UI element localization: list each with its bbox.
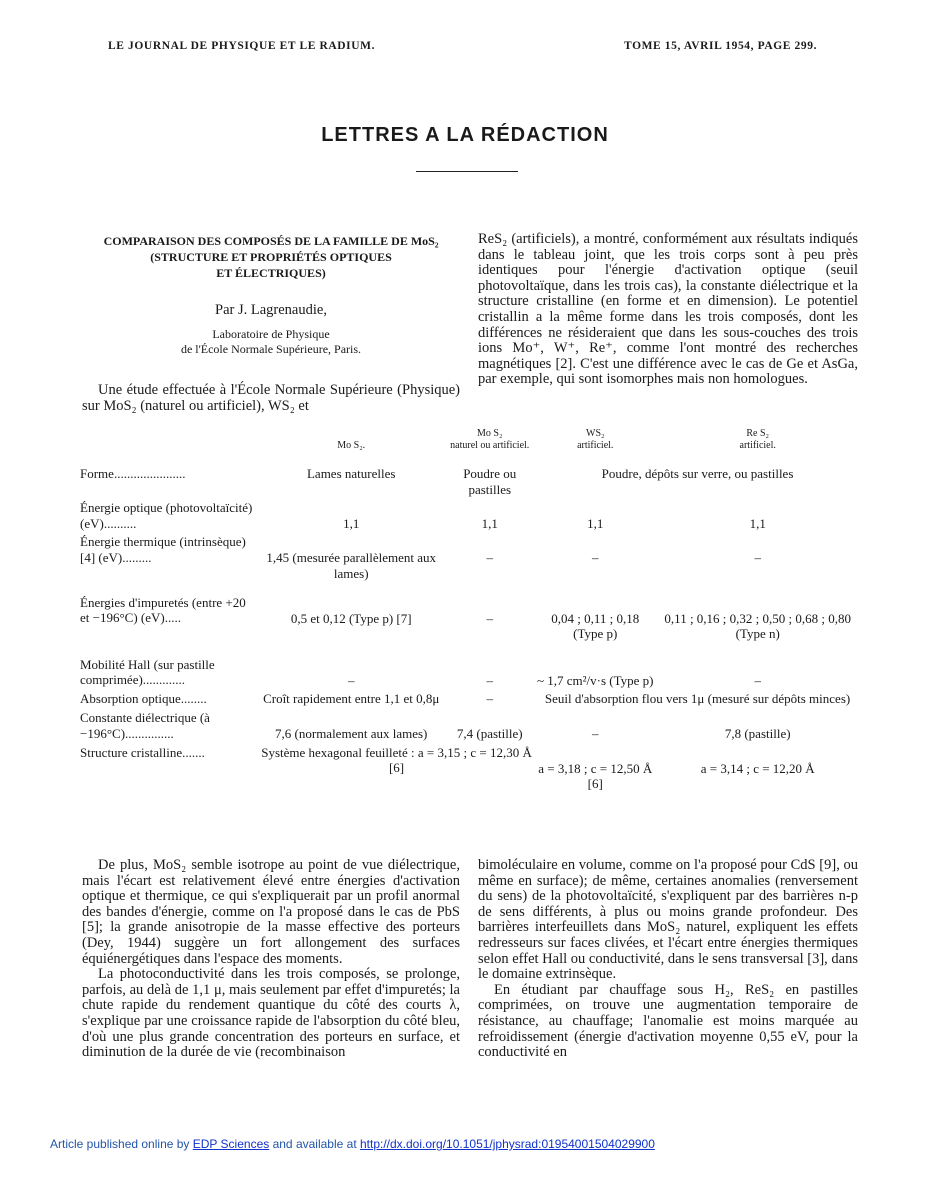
- intro-left: [82, 383, 460, 414]
- table-header: Re S₂ artificiel.: [739, 428, 776, 451]
- paragraph: De plus, MoS₂ semble isotrope au point de vue diélectrique, mais l'écart est relativement élevé entre énergies d'activation optique et thermique, ce qui s'expliquerait par un profil anormal des bandes d'énergie, comme on l'a proposé dans le cas de PbS [5]; la grande anisotropie de la masse effective des porteurs (Dey, 1944) suggère un fort allongement des surfaces équiénergétiques dans l'espace des moments.: [82, 857, 460, 967]
- cell: 0,11 ; 0,16 ; 0,32 ; 0,50 ; 0,68 ; 0,80 (Type n): [664, 610, 851, 642]
- publisher-link[interactable]: EDP Sciences: [192, 1137, 270, 1151]
- cell: 0,04 ; 0,11 ; 0,18 (Type p): [551, 610, 640, 642]
- article-title-line: (STRUCTURE ET PROPRIÉTÉS OPTIQUES: [150, 250, 392, 264]
- cell: Poudre, dépôts sur verre, ou pastilles: [601, 466, 794, 481]
- issue-info: TOME 15, AVRIL 1954, PAGE 299.: [624, 40, 818, 52]
- table-row: [80, 745, 860, 795]
- article-title-line: COMPARAISON DES COMPOSÉS DE LA FAMILLE DE MoS₂: [103, 234, 439, 248]
- table-header: WS₂ artificiel.: [577, 428, 614, 451]
- table-row: [80, 710, 860, 745]
- article-title-line: ET ÉLECTRIQUES): [216, 266, 326, 280]
- cell: Seuil d'absorption flou vers 1μ (mesuré sur dépôts minces): [544, 691, 851, 707]
- cell: 1,1: [481, 515, 498, 531]
- row-label: Énergie optique (photovoltaïcité) (eV)..........: [80, 500, 253, 531]
- table-header: Mo S₂.: [337, 440, 366, 451]
- table-row: [80, 585, 860, 645]
- cell: –: [754, 550, 761, 566]
- cell: 1,45 (mesurée parallèlement aux lames): [266, 550, 437, 581]
- doi-link[interactable]: http://dx.doi.org/10.1051/jphysrad:01954001504029900: [359, 1137, 655, 1151]
- cell: –: [486, 550, 493, 566]
- article-title: [82, 233, 460, 281]
- cell: 0,5 et 0,12 (Type p) [7]: [290, 610, 412, 626]
- cell: –: [754, 672, 761, 688]
- cell: –: [486, 610, 493, 626]
- table-header: Mo S₂ naturel ou artificiel.: [450, 428, 530, 451]
- table-row: [80, 691, 860, 710]
- cell: 7,8 (pastille): [724, 725, 791, 741]
- footer-text: Article published online by: [50, 1137, 193, 1151]
- table-header: [80, 428, 258, 466]
- cell: –: [592, 550, 599, 566]
- cell: Lames naturelles: [306, 466, 396, 481]
- cell: –: [486, 672, 493, 688]
- cell: a = 3,18 ; c = 12,50 Å [6]: [538, 760, 653, 792]
- paragraph: La photoconductivité dans les trois composés, se prolonge, parfois, au delà de 1,1 μ, mais seulement par effet d'impuretés; la chute rapide du rendement quantique du côté des courts λ, s'explique par une croissance rapide de l'absorption du côté bleu, d'où une plus grande concentration des porteurs en surface, et diminution de la durée de vie (recombinaison: [82, 966, 460, 1061]
- cell: –: [486, 691, 493, 707]
- cell: 1,1: [343, 515, 360, 531]
- row-label: Énergies d'impuretés (entre +20 et −196°C) (eV).....: [80, 594, 246, 626]
- cell: a = 3,14 ; c = 12,20 Å: [700, 760, 815, 776]
- cell: Croît rapidement entre 1,1 et 0,8μ: [263, 691, 440, 707]
- table-row: [80, 466, 860, 500]
- paragraph: bimoléculaire en volume, comme on l'a proposé pour CdS [9], ou même en surface); de même, certaines anomalies (renversement du sens) de la photovoltaïcité, s'expliquent par des barrières n-p de sens différents, à plus ou moins grande profondeur. Des barrières interfeuillets dans MoS₂ naturel, expliquent les effets redresseurs sur faces clivées, et l'écart entre énergies thermiques selon effet Hall ou conductivité, dans le sens transversal [3], dans le domaine extrinsèque.: [478, 857, 858, 983]
- cell: 1,1: [587, 515, 604, 531]
- table-header-row: [80, 428, 860, 466]
- properties-table: [80, 428, 860, 795]
- paragraph: En étudiant par chauffage sous H₂, ReS₂ en pastilles comprimées, on trouve une augmentation temporaire de résistance, au chauffage; l'anomalie est moins marquée au refroidissement (énergie d'activation moyenne 0,55 eV, pour la conductivité en: [478, 981, 858, 1061]
- row-label: Forme......................: [80, 466, 186, 481]
- affiliation: [82, 327, 460, 357]
- table-row: [80, 534, 860, 584]
- paragraph: Une étude effectuée à l'École Normale Supérieure (Physique) sur MoS₂ (naturel ou artificiel), WS₂ et: [82, 382, 460, 414]
- body-left-column: [82, 858, 460, 1061]
- affiliation-line: Laboratoire de Physique: [212, 327, 330, 341]
- cell: 7,6 (normalement aux lames): [275, 725, 428, 741]
- cell: –: [347, 672, 355, 688]
- row-label: Énergie thermique (intrinsèque) [4] (eV).........: [80, 534, 246, 565]
- intro-right: [478, 232, 858, 388]
- section-title: LETTRES A LA RÉDACTION: [321, 124, 609, 146]
- row-label: Mobilité Hall (sur pastille comprimée).............: [80, 656, 215, 688]
- cell: –: [592, 725, 599, 741]
- row-label: Constante diélectrique (à −196°C)...............: [80, 709, 210, 741]
- author: Par J. Lagrenaudie,: [215, 302, 327, 318]
- row-label: Absorption optique........: [80, 691, 207, 707]
- cell: ~ 1,7 cm²/v·s (Type p): [536, 672, 654, 688]
- journal-name: LE JOURNAL DE PHYSIQUE ET LE RADIUM.: [108, 40, 376, 52]
- body-right-column: [478, 858, 858, 1061]
- cell: Système hexagonal feuilleté : a = 3,15 ; c = 12,30 Å [6]: [261, 744, 532, 776]
- cell: Poudre ou pastilles: [463, 466, 517, 497]
- row-label: Structure cristalline.......: [80, 744, 205, 760]
- cell: 7,4 (pastille): [456, 725, 523, 741]
- paragraph: ReS₂ (artificiels), a montré, conformément aux résultats indiqués dans le tableau joint, que les trois corps sont à peu près identiques pour l'énergie d'activation optique (seuil photovoltaïque, dans les trois cas), la constante diélectrique et la structure cristalline (en forme et en dimension). Le potentiel cristallin a la même forme dans les trois composés, dont les différences ne résideraient que dans les sous-couches des trois ions Mo⁺, W⁺, Re⁺, comme l'ont montré des recherches magnétiques [2]. C'est une différence avec le cas de Ge et AsGa, par exemple, qui sont isomorphes mais non homologues.: [478, 231, 858, 388]
- title-rule: [416, 171, 518, 172]
- cell: 1,1: [749, 515, 766, 531]
- footer-text: and available at: [269, 1137, 360, 1151]
- table-row: [80, 500, 860, 534]
- affiliation-line: de l'École Normale Supérieure, Paris.: [180, 342, 362, 356]
- publication-footer: [50, 1137, 655, 1151]
- table-row: [80, 645, 860, 692]
